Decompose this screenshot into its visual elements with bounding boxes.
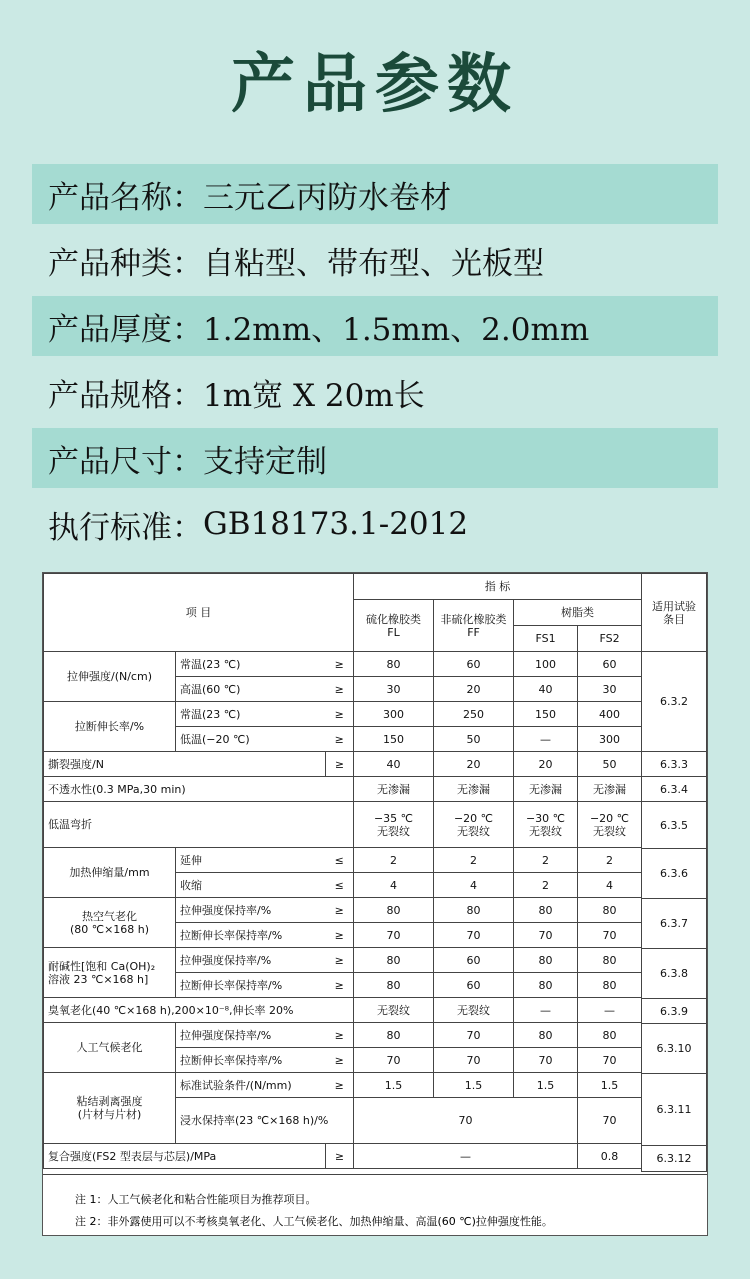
sub-label: 浸水保持率(23 ℃×168 h)/% xyxy=(176,1098,354,1144)
spec-label: 产品种类： xyxy=(48,245,203,282)
cell: 70 xyxy=(434,1023,514,1048)
spec-table xyxy=(43,573,642,1169)
symbol: ≥ xyxy=(326,677,354,702)
cell: 无渗漏 xyxy=(434,777,514,802)
spec-row-size xyxy=(32,362,718,422)
temp: −20 ℃ xyxy=(589,811,630,825)
spec-value: 1.2mm、1.5mm、2.0mm xyxy=(203,311,590,348)
std-column xyxy=(641,573,707,1172)
row-label: 加热伸缩量/mm xyxy=(44,848,176,898)
cell: 70 xyxy=(514,923,578,948)
std-cell: 6.3.8 xyxy=(642,949,707,999)
label-line: 热空气老化 xyxy=(82,909,137,923)
page-title: 产品参数 xyxy=(231,48,519,122)
cell: 80 xyxy=(578,1023,642,1048)
cell: 70 xyxy=(578,1048,642,1073)
label-line: 溶液 23 ℃×168 h] xyxy=(48,972,149,986)
symbol: ≥ xyxy=(326,973,354,998)
cell: 70 xyxy=(578,923,642,948)
cell: 80 xyxy=(578,948,642,973)
vul-code: FL xyxy=(387,625,400,639)
symbol: ≥ xyxy=(326,948,354,973)
cell: 1.5 xyxy=(514,1073,578,1098)
sub-label: 常温(23 ℃) xyxy=(176,702,326,727)
symbol: ≥ xyxy=(326,752,354,777)
sub-label: 标准试验条件/(N/mm) xyxy=(176,1073,326,1098)
cell: 4 xyxy=(434,873,514,898)
cell: 0.8 xyxy=(578,1144,642,1169)
spec-label: 产品厚度： xyxy=(48,311,203,348)
std-cell: 6.3.3 xyxy=(642,752,707,777)
symbol: ≤ xyxy=(326,873,354,898)
cell: 80 xyxy=(354,1023,434,1048)
parameter-table xyxy=(42,572,708,1236)
header-fs1: FS1 xyxy=(514,626,578,652)
cell: 60 xyxy=(434,973,514,998)
cell: 1.5 xyxy=(434,1073,514,1098)
row-label: 拉伸强度/(N/cm) xyxy=(44,652,176,702)
symbol: ≤ xyxy=(326,848,354,873)
cell: 1.5 xyxy=(578,1073,642,1098)
cell: 无裂纹 xyxy=(434,998,514,1023)
cell: 80 xyxy=(578,898,642,923)
symbol: ≥ xyxy=(326,1144,354,1169)
label-line: (片材与片材) xyxy=(77,1108,142,1121)
cell: 50 xyxy=(434,727,514,752)
cell xyxy=(514,802,578,848)
cell: 80 xyxy=(354,898,434,923)
cell: 40 xyxy=(354,752,434,777)
cell: 2 xyxy=(578,848,642,873)
spec-row-name xyxy=(32,164,718,224)
spec-value: 1m宽 X 20m长 xyxy=(203,377,425,414)
row-label: 复合强度(FS2 型表层与芯层)/MPa xyxy=(44,1144,326,1169)
std-cell: 6.3.10 xyxy=(642,1024,707,1074)
cell: 80 xyxy=(354,652,434,677)
symbol: ≥ xyxy=(326,923,354,948)
temp: −20 ℃ xyxy=(453,811,494,825)
sub-label: 拉伸强度保持率/% xyxy=(176,898,326,923)
sub-label: 拉断伸长率保持率/% xyxy=(176,1048,326,1073)
cell: 70 xyxy=(434,1048,514,1073)
cell xyxy=(354,802,434,848)
cell: 70 xyxy=(514,1048,578,1073)
cell: 无渗漏 xyxy=(354,777,434,802)
cell: 4 xyxy=(354,873,434,898)
result: 无裂纹 xyxy=(457,824,491,838)
header-vulcanized xyxy=(354,600,434,652)
symbol: ≥ xyxy=(326,652,354,677)
sub-label: 延伸 xyxy=(176,848,326,873)
cell: 250 xyxy=(434,702,514,727)
note-1: 注 1：人工气候老化和粘合性能项目为推荐项目。 xyxy=(75,1193,317,1206)
temp: −30 ℃ xyxy=(525,811,566,825)
sub-label: 收缩 xyxy=(176,873,326,898)
cell: 40 xyxy=(514,677,578,702)
label-line: (80 ℃×168 h) xyxy=(69,922,150,936)
cell xyxy=(434,802,514,848)
spec-label: 产品尺寸： xyxy=(48,443,203,480)
cell: 70 xyxy=(354,1098,578,1144)
sub-label: 常温(23 ℃) xyxy=(176,652,326,677)
spec-row-thickness xyxy=(32,296,718,356)
header-item: 项 目 xyxy=(44,574,354,652)
spec-label: 产品规格： xyxy=(48,377,203,414)
header-indicator: 指 标 xyxy=(354,574,642,600)
cell: 无裂纹 xyxy=(354,998,434,1023)
std-cell: 6.3.9 xyxy=(642,999,707,1024)
spec-label: 执行标准： xyxy=(48,509,203,546)
cell: 80 xyxy=(514,898,578,923)
cell: 150 xyxy=(514,702,578,727)
cell: — xyxy=(514,998,578,1023)
sub-label: 高温(60 ℃) xyxy=(176,677,326,702)
cell: 1.5 xyxy=(354,1073,434,1098)
cell: 80 xyxy=(514,973,578,998)
row-label xyxy=(44,948,176,998)
symbol: ≥ xyxy=(326,898,354,923)
cell: 无渗漏 xyxy=(514,777,578,802)
sub-label: 低温(−20 ℃) xyxy=(176,727,326,752)
cell: 80 xyxy=(434,898,514,923)
header-resin: 树脂类 xyxy=(514,600,642,626)
table-notes xyxy=(43,1174,707,1235)
result: 无裂纹 xyxy=(377,824,411,838)
cell: 20 xyxy=(434,752,514,777)
cell: 2 xyxy=(434,848,514,873)
symbol: ≥ xyxy=(326,1023,354,1048)
std-cell: 6.3.12 xyxy=(642,1146,707,1172)
sub-label: 拉断伸长率保持率/% xyxy=(176,923,326,948)
header-nonvulcanized xyxy=(434,600,514,652)
cell: 100 xyxy=(514,652,578,677)
symbol: ≥ xyxy=(326,702,354,727)
symbol: ≥ xyxy=(326,1048,354,1073)
row-label: 拉断伸长率/% xyxy=(44,702,176,752)
cell: 2 xyxy=(514,848,578,873)
cell: 150 xyxy=(354,727,434,752)
cell: 80 xyxy=(354,948,434,973)
row-label: 不透水性(0.3 MPa,30 min) xyxy=(44,777,354,802)
vul-label: 硫化橡胶类 xyxy=(366,612,422,626)
cell: 80 xyxy=(578,973,642,998)
cell: 80 xyxy=(514,1023,578,1048)
spec-value: 支持定制 xyxy=(203,443,327,480)
cell: 80 xyxy=(514,948,578,973)
std-cell: 6.3.2 xyxy=(642,652,707,752)
spec-row-standard xyxy=(32,494,718,554)
row-label: 臭氧老化(40 ℃×168 h),200×10⁻⁸,伸长率 20% xyxy=(44,998,354,1023)
sub-label: 拉断伸长率保持率/% xyxy=(176,973,326,998)
symbol: ≥ xyxy=(326,1073,354,1098)
sub-label: 拉伸强度保持率/% xyxy=(176,948,326,973)
cell: 60 xyxy=(434,652,514,677)
label-line: 耐碱性[饱和 Ca(OH)₂ xyxy=(48,959,156,973)
spec-row-type xyxy=(32,230,718,290)
row-label: 低温弯折 xyxy=(44,802,354,848)
std-cell: 6.3.5 xyxy=(642,802,707,849)
spec-value: 自粘型、带布型、光板型 xyxy=(203,245,544,282)
cell: 60 xyxy=(434,948,514,973)
cell: 80 xyxy=(354,973,434,998)
sub-label: 拉伸强度保持率/% xyxy=(176,1023,326,1048)
cell: 4 xyxy=(578,873,642,898)
cell: 50 xyxy=(578,752,642,777)
cell: 300 xyxy=(354,702,434,727)
cell: 2 xyxy=(514,873,578,898)
cell: 20 xyxy=(514,752,578,777)
cell: 无渗漏 xyxy=(578,777,642,802)
cell xyxy=(578,802,642,848)
spec-list xyxy=(32,164,718,560)
cell: — xyxy=(578,998,642,1023)
spec-value: 三元乙丙防水卷材 xyxy=(203,179,451,216)
std-cell: 6.3.4 xyxy=(642,777,707,802)
cell: 70 xyxy=(434,923,514,948)
spec-label: 产品名称： xyxy=(48,179,203,216)
cell: 30 xyxy=(354,677,434,702)
std-cell: 6.3.6 xyxy=(642,849,707,899)
cell: 300 xyxy=(578,727,642,752)
cell: 70 xyxy=(354,1048,434,1073)
cell: 400 xyxy=(578,702,642,727)
cell: 70 xyxy=(578,1098,642,1144)
nonvul-code: FF xyxy=(467,625,480,639)
cell: — xyxy=(354,1144,578,1169)
cell: — xyxy=(514,727,578,752)
header-fs2: FS2 xyxy=(578,626,642,652)
symbol: ≥ xyxy=(326,727,354,752)
cell: 2 xyxy=(354,848,434,873)
spec-value: GB18173.1-2012 xyxy=(203,506,469,542)
cell: 70 xyxy=(354,923,434,948)
row-label xyxy=(44,1073,176,1144)
result: 无裂纹 xyxy=(593,824,627,838)
result: 无裂纹 xyxy=(529,824,563,838)
std-cell: 6.3.7 xyxy=(642,899,707,949)
cell: 30 xyxy=(578,677,642,702)
note-2: 注 2：非外露使用可以不考核臭氧老化、人工气候老化、加热伸缩量、高温(60 ℃)拉伸强度性能。 xyxy=(75,1215,553,1228)
cell: 60 xyxy=(578,652,642,677)
cell: 20 xyxy=(434,677,514,702)
row-label xyxy=(44,898,176,948)
std-cell: 6.3.11 xyxy=(642,1074,707,1146)
row-label: 人工气候老化 xyxy=(44,1023,176,1073)
spec-row-dimension xyxy=(32,428,718,488)
label-line: 粘结剥离强度 xyxy=(76,1095,143,1108)
nonvul-label: 非硫化橡胶类 xyxy=(440,612,507,626)
temp: −35 ℃ xyxy=(373,811,414,825)
row-label: 撕裂强度/N xyxy=(44,752,326,777)
header-std: 适用试验条目 xyxy=(642,574,707,652)
